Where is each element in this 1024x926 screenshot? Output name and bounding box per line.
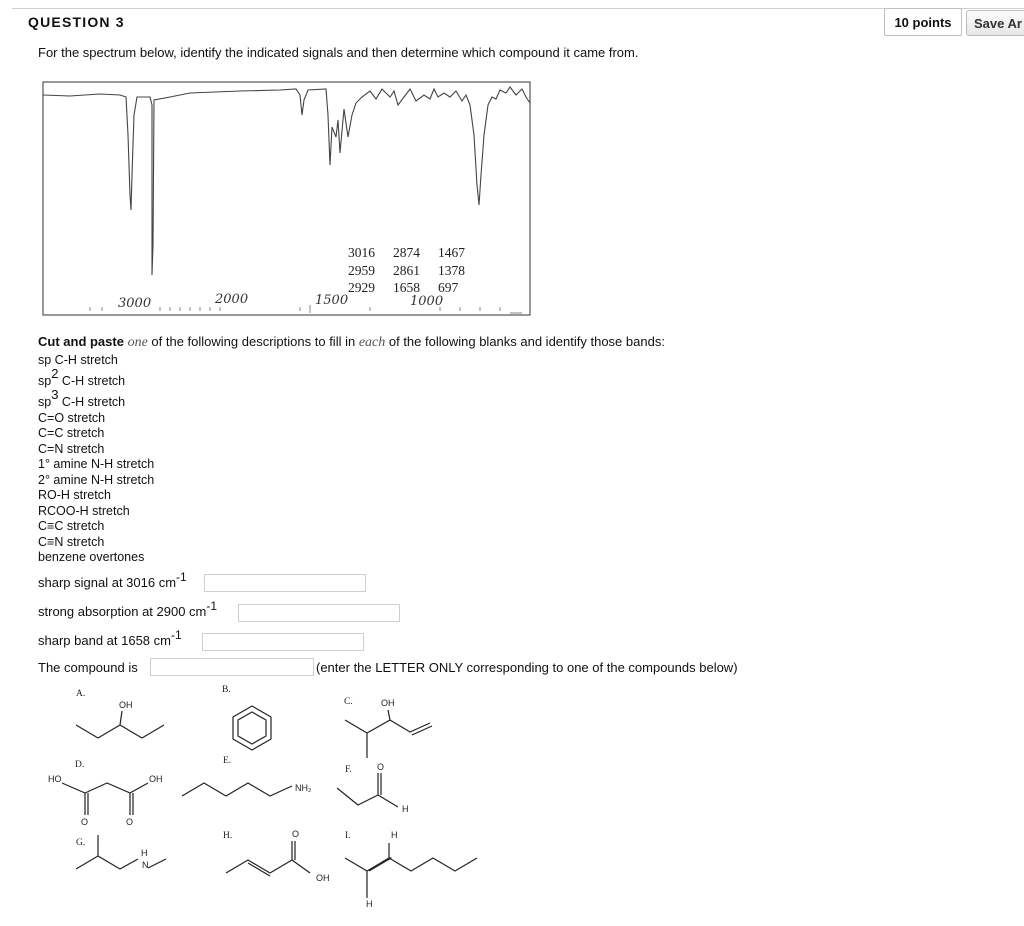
instr-text-2: of the following descriptions to fill in (147, 334, 359, 349)
h-oh: OH (316, 873, 330, 883)
peak-col2-r3: 1658 (393, 280, 420, 295)
label-e: E. (223, 756, 232, 766)
option-benzene: benzene overtones (38, 550, 145, 564)
f-o: O (377, 762, 385, 772)
question-2900: strong absorption at 2900 $cm^{-1}$ (38, 599, 218, 619)
question-title: QUESTION 3 (28, 14, 125, 30)
c-oh: OH (381, 698, 395, 708)
axis-mark-1500: 1500 (315, 293, 349, 308)
question-1658: sharp band at 1658 $cm^{-1}$ (38, 628, 182, 648)
answer-3016-input[interactable] (204, 574, 366, 592)
save-answer-button[interactable]: Save Ar (966, 10, 1024, 36)
compound-letter-input[interactable] (150, 658, 314, 676)
option-co: C=O stretch (38, 410, 106, 425)
d-o2: O (126, 817, 134, 827)
label-c: C. (344, 697, 353, 707)
option-sp3: $sp^3$ C-H stretch (38, 386, 126, 409)
peak-col3-r2: 1378 (438, 263, 465, 278)
peak-col1-r2: 2959 (348, 263, 375, 278)
option-amine1: 1° amine N-H stretch (38, 457, 155, 471)
option-cn: C=N stretch (38, 441, 105, 456)
axis-mark-2000: 2000 (215, 292, 249, 307)
option-sp2: $sp^2$ C-H stretch (38, 365, 126, 388)
top-divider (12, 8, 1024, 9)
option-amine2: 2° amine N-H stretch (38, 472, 155, 487)
a-oh: OH (119, 700, 133, 710)
g-n: N (142, 860, 149, 870)
option-rcooh: RCOO-H stretch (38, 503, 130, 518)
instructions (38, 334, 665, 351)
description-options (38, 353, 154, 566)
d-ho: HO (48, 774, 62, 784)
label-g: G. (76, 838, 86, 848)
compound-label: The compound is (38, 660, 138, 675)
axis-mark-1000: 1000 (410, 294, 444, 309)
instr-text-3: of the following blanks and identify those bands: (385, 334, 665, 349)
option-cc: C=C stretch (38, 426, 105, 440)
g-h: H (141, 848, 148, 858)
d-oh: OH (149, 774, 163, 784)
peak-col1-r1: 3016 (348, 245, 375, 260)
instr-em-one: one (127, 335, 148, 350)
label-i: I. (345, 831, 351, 841)
points-badge: 10 points (884, 8, 962, 36)
axis-mark-3000: 3000 (118, 296, 152, 311)
question-prompt: For the spectrum below, identify the indicated signals and then determine which compound it came from. (38, 45, 639, 60)
answer-2900-input[interactable] (238, 604, 400, 622)
option-sp: sp C-H stretch (38, 353, 118, 367)
option-cc-triple: C≡C stretch (38, 519, 105, 533)
label-a: A. (76, 689, 86, 699)
instructions-bold: Cut and paste (38, 334, 124, 349)
question-3016: sharp signal at 3016 $cm^{-1}$ (38, 570, 187, 590)
label-b: B. (222, 685, 231, 695)
option-cn-triple: C≡N stretch (38, 534, 105, 549)
peak-col3-r1: 1467 (438, 245, 465, 260)
h-o: O (292, 829, 300, 839)
f-h: H (402, 804, 409, 814)
label-d: D. (75, 760, 85, 770)
instr-em-each: each (358, 335, 386, 350)
compound-structures (40, 683, 540, 913)
peak-col3-r3: 697 (438, 280, 459, 295)
option-roh: RO-H stretch (38, 488, 111, 502)
compound-note: (enter the LETTER ONLY corresponding to one of the compounds below) (316, 660, 738, 675)
label-h: H. (223, 831, 233, 841)
ir-spectrum (40, 75, 532, 320)
e-nh2: NH₂ (295, 783, 312, 793)
label-f: F. (345, 765, 352, 775)
peak-col1-r3: 2929 (348, 280, 375, 295)
peak-col2-r1: 2874 (393, 245, 420, 260)
peak-col2-r2: 2861 (393, 263, 420, 278)
d-o1: O (81, 817, 89, 827)
i-h2: H (366, 899, 373, 909)
answer-1658-input[interactable] (202, 633, 364, 651)
i-h1: H (391, 830, 398, 840)
